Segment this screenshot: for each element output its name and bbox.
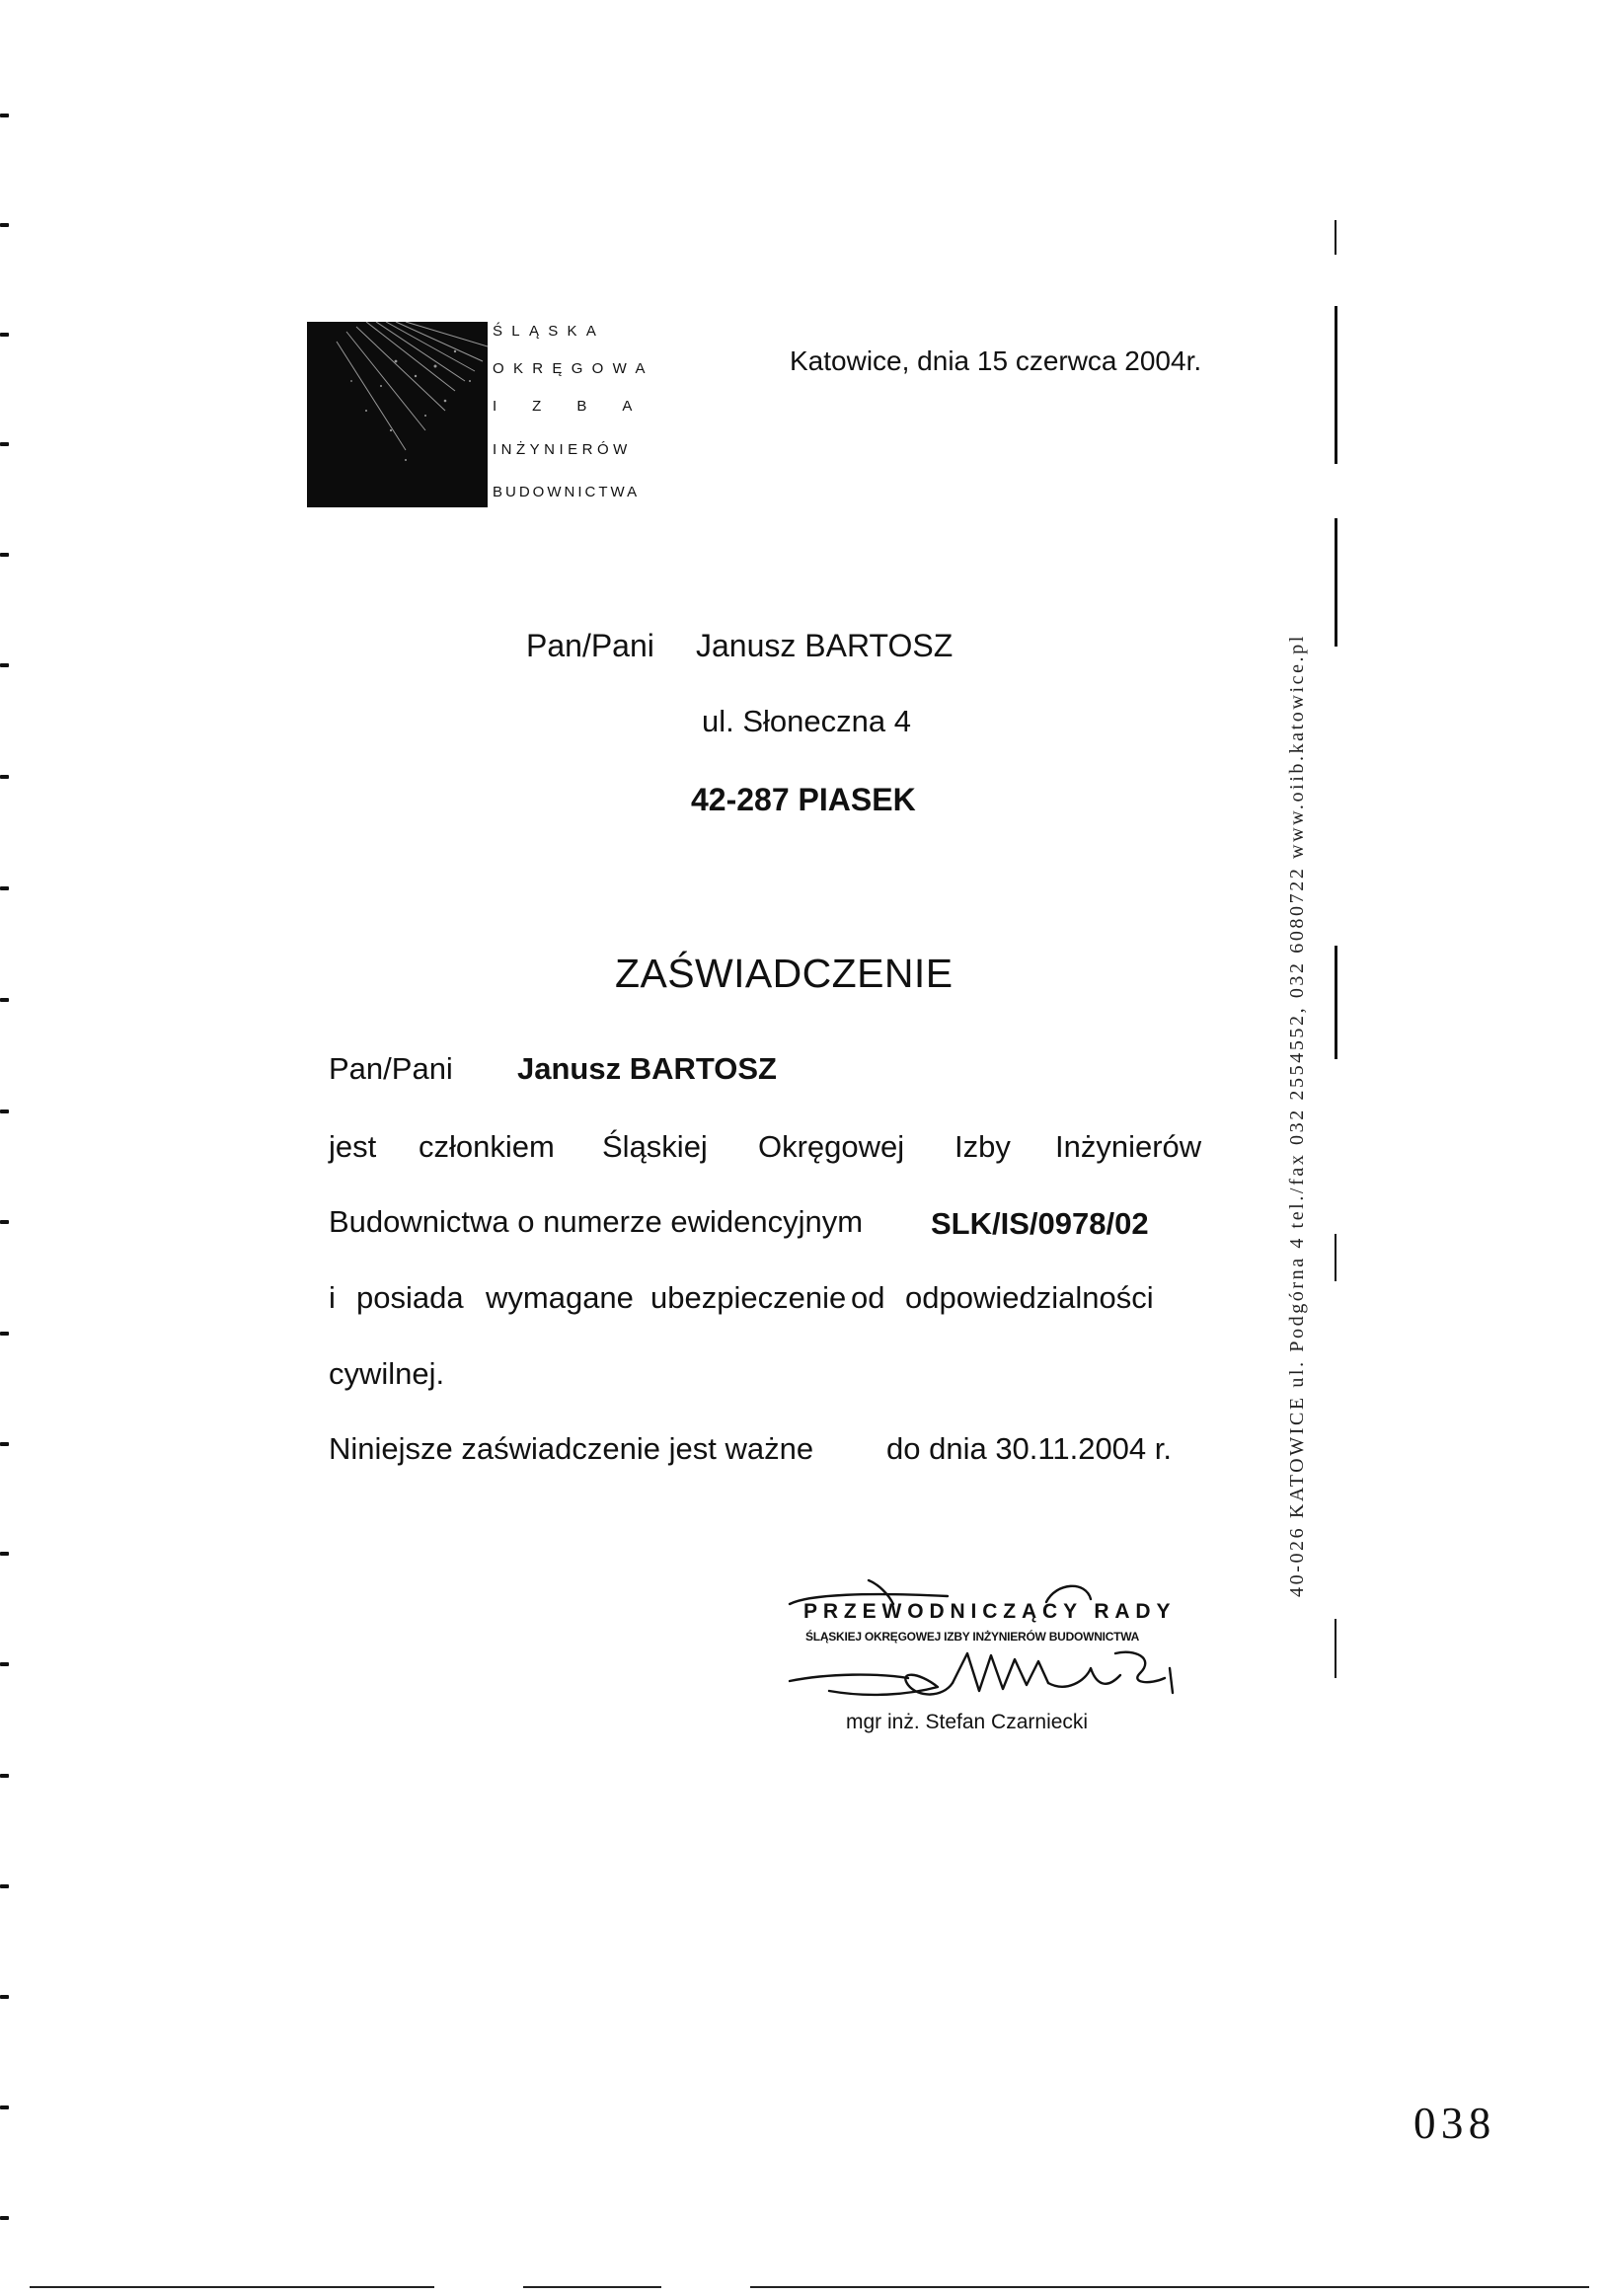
scan-artifact-line	[1335, 518, 1337, 647]
signature-subtitle: ŚLĄSKIEJ OKRĘGOWEJ IZBY INŻYNIERÓW BUDOWNICTWA	[805, 1630, 1140, 1644]
body-word: wymagane	[486, 1280, 634, 1315]
body-word: odpowiedzialności	[905, 1280, 1154, 1315]
document-title: ZAŚWIADCZENIE	[615, 951, 954, 996]
body-word: ubezpieczenie	[650, 1280, 847, 1315]
logo-text-line: OKRĘGOWA	[493, 360, 654, 377]
scan-artifact-line	[1335, 1234, 1336, 1281]
punch-mark	[0, 1552, 9, 1556]
body-word: posiada	[356, 1280, 464, 1315]
body-word: i	[329, 1280, 336, 1315]
punch-mark	[0, 333, 9, 337]
punch-mark	[0, 998, 9, 1002]
body-word: Inżynierów	[1055, 1129, 1202, 1164]
punch-mark	[0, 114, 9, 117]
punch-mark	[0, 223, 9, 227]
logo-text-line: BUDOWNICTWA	[493, 484, 641, 500]
punch-mark	[0, 1884, 9, 1888]
body-line: cywilnej.	[329, 1356, 445, 1391]
punch-mark	[0, 1332, 9, 1336]
body-word: Okręgowej	[758, 1129, 905, 1164]
logo-text-line: INŻYNIERÓW	[493, 441, 632, 458]
validity-date: do dnia 30.11.2004 r.	[886, 1431, 1173, 1466]
page-number: 038	[1413, 2099, 1496, 2148]
punch-mark	[0, 1442, 9, 1446]
recipient-name: Janusz BARTOSZ	[517, 1051, 777, 1086]
scan-edge-line	[750, 2286, 1589, 2288]
side-address-text: 40-026 KATOWICE ul. Podgórna 4 tel./fax 032 2554552, 032 6080722 www.oiib.katowice.pl	[1286, 634, 1308, 1597]
body-word: członkiem	[419, 1129, 555, 1164]
recipient-label: Pan/Pani	[329, 1051, 453, 1086]
punch-mark	[0, 1110, 9, 1113]
address-name: Janusz BARTOSZ	[696, 628, 954, 663]
punch-mark	[0, 775, 9, 779]
validity-text: Niniejsze zaświadczenie jest ważne	[329, 1431, 814, 1466]
scan-artifact-line	[1335, 1619, 1336, 1678]
body-word: od	[851, 1280, 885, 1315]
body-word: jest	[329, 1129, 377, 1164]
scan-artifact-line	[1335, 946, 1337, 1059]
registration-number: SLK/IS/0978/02	[931, 1206, 1149, 1241]
scan-artifact-line	[1335, 306, 1337, 464]
logo-emblem	[307, 322, 488, 507]
punch-mark	[0, 1662, 9, 1666]
document-date: Katowice, dnia 15 czerwca 2004r.	[790, 345, 1202, 376]
address-street: ul. Słoneczna 4	[702, 704, 911, 738]
punch-mark	[0, 442, 9, 446]
body-line: Budownictwa o numerze ewidencyjnym	[329, 1204, 864, 1239]
punch-mark	[0, 1995, 9, 1999]
logo-text-line: ŚLĄSKA	[493, 323, 606, 340]
punch-mark	[0, 1774, 9, 1778]
scan-edge-line	[30, 2286, 434, 2288]
punch-mark	[0, 663, 9, 667]
address-city: 42-287 PIASEK	[691, 782, 916, 817]
scan-artifact-line	[1335, 220, 1336, 255]
address-label: Pan/Pani	[526, 628, 654, 663]
body-word: Śląskiej	[602, 1129, 708, 1164]
punch-mark	[0, 553, 9, 557]
signer-name: mgr inż. Stefan Czarniecki	[846, 1711, 1089, 1733]
punch-mark	[0, 1220, 9, 1224]
body-word: Izby	[954, 1129, 1011, 1164]
punch-mark	[0, 886, 9, 890]
logo-text-line: IZBA	[493, 398, 668, 415]
punch-mark	[0, 2105, 9, 2109]
scan-edge-line	[523, 2286, 661, 2288]
punch-mark	[0, 2216, 9, 2220]
signature-title: PRZEWODNICZĄCY RADY	[803, 1600, 1177, 1623]
